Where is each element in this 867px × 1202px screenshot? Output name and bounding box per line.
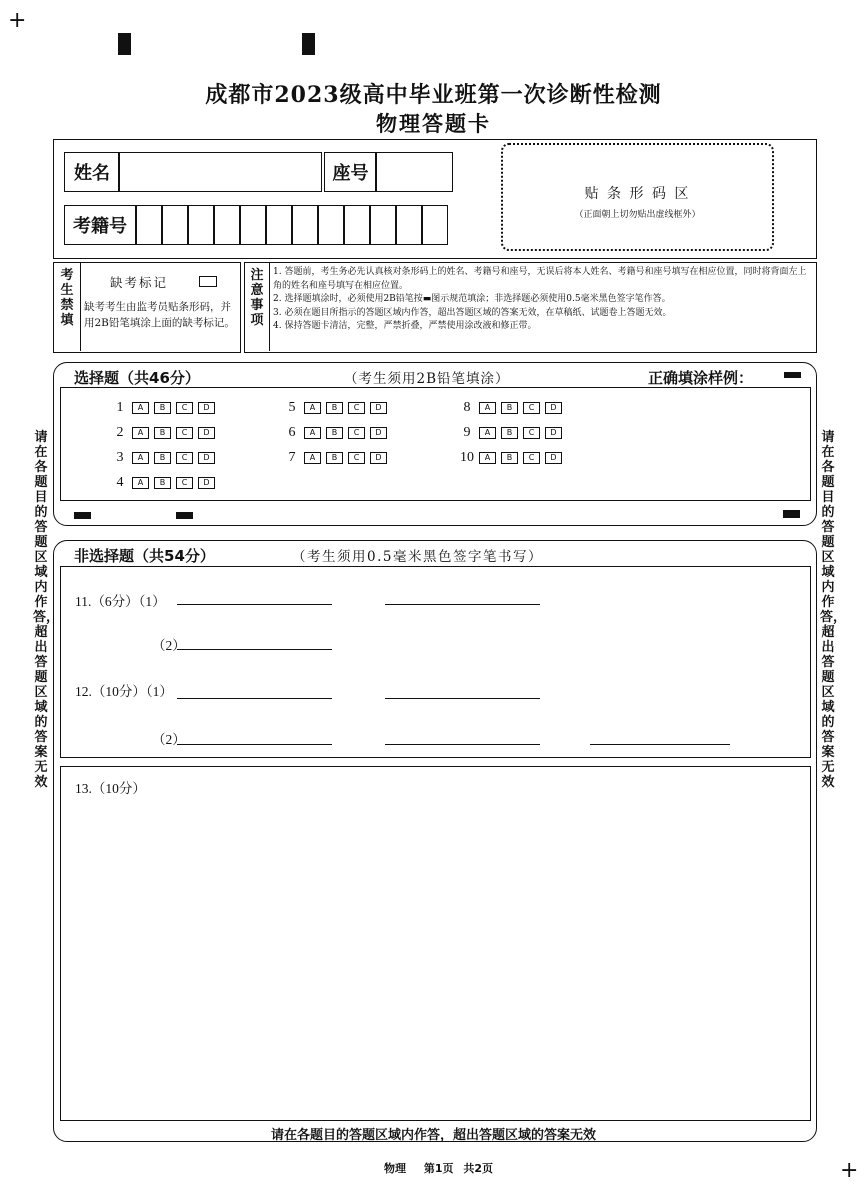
mcq-question-6	[280, 425, 392, 441]
barcode-note: （正面朝上切勿贴出虚线框外）	[574, 210, 701, 220]
mcq-option-a[interactable]: A	[132, 452, 149, 464]
mcq-option-d[interactable]: D	[545, 427, 562, 439]
side-warning-left: 请在各题目的答题区域内作答，超出答题区域的答案无效	[33, 430, 60, 790]
mcq-option-a[interactable]: A	[304, 402, 321, 414]
mcq-option-c[interactable]: C	[523, 402, 540, 414]
mcq-option-b[interactable]: B	[154, 402, 171, 414]
mcq-option-b[interactable]: B	[326, 402, 343, 414]
exam-no-cell[interactable]	[396, 205, 422, 245]
mcq-option-d[interactable]: D	[545, 402, 562, 414]
sample-filled-mark	[784, 372, 801, 378]
absent-section	[53, 262, 241, 353]
crop-mark-bottom-right: +	[840, 1158, 859, 1183]
mcq-option-c[interactable]: C	[176, 402, 193, 414]
mcq-option-a[interactable]: A	[479, 427, 496, 439]
mcq-number: 5	[288, 400, 296, 415]
exam-no-cell[interactable]	[292, 205, 318, 245]
mcq-option-b[interactable]: B	[154, 477, 171, 489]
timing-mark	[176, 512, 193, 519]
mcq-option-c[interactable]: C	[523, 452, 540, 464]
mcq-number: 2	[116, 425, 124, 440]
mcq-number: 3	[116, 450, 124, 465]
sample-label: 正确填涂样例：	[648, 369, 754, 387]
notice-side-label: 注意事项	[250, 268, 264, 328]
mcq-option-d[interactable]: D	[198, 427, 215, 439]
mcq-option-c[interactable]: C	[523, 427, 540, 439]
answer-line[interactable]	[590, 743, 730, 745]
choice-instruction: （考生须用2B铅笔填涂）	[344, 371, 510, 387]
mcq-option-c[interactable]: C	[176, 427, 193, 439]
exam-no-cell[interactable]	[136, 205, 162, 245]
absent-side-label: 考生禁填	[60, 268, 74, 328]
mcq-option-b[interactable]: B	[326, 452, 343, 464]
notice-section	[244, 262, 817, 353]
mcq-option-c[interactable]: C	[176, 477, 193, 489]
exam-no-cell[interactable]	[318, 205, 344, 245]
answer-line[interactable]	[177, 743, 332, 745]
answer-line[interactable]	[177, 648, 332, 650]
mcq-option-a[interactable]: A	[304, 452, 321, 464]
side-warning-right: 请在各题目的答题区域内作答，超出答题区域的答案无效	[820, 430, 847, 790]
seat-label: 座号	[324, 152, 377, 192]
notice-list	[273, 266, 813, 334]
answer-area-13[interactable]	[60, 766, 811, 1121]
mcq-option-d[interactable]: D	[370, 452, 387, 464]
barcode-area	[501, 143, 774, 251]
name-label: 姓名	[64, 152, 120, 192]
exam-no-cell[interactable]	[188, 205, 214, 245]
bottom-warning: 请在各题目的答题区域内作答，超出答题区域的答案无效	[270, 1128, 596, 1143]
mcq-number: 10	[460, 450, 474, 465]
mcq-option-a[interactable]: A	[479, 402, 496, 414]
mcq-option-b[interactable]: B	[501, 402, 518, 414]
choice-title: 选择题（共46分）	[74, 369, 200, 387]
notice-item: 1. 答题前，考生务必先认真核对条形码上的姓名、考籍号和座号，无误后将本人姓名、考籍号和座号填写在相应位置，同时将背面左上角的姓名和座号填写在相应位置。	[273, 267, 807, 291]
mcq-question-9	[455, 425, 567, 441]
page-subtitle: 物理答题卡	[376, 111, 491, 136]
exam-no-cell[interactable]	[422, 205, 448, 245]
mcq-option-a[interactable]: A	[304, 427, 321, 439]
answer-line[interactable]	[177, 697, 332, 699]
mcq-number: 4	[116, 475, 124, 490]
absent-side	[54, 263, 81, 351]
notice-item: 4. 保持答题卡清洁，完整，严禁折叠，严禁使用涂改液和修正带。	[273, 321, 537, 331]
mcq-option-d[interactable]: D	[198, 477, 215, 489]
absent-title: 缺考标记	[110, 275, 169, 290]
nonchoice-title: 非选择题（共54分）	[74, 547, 215, 565]
answer-line[interactable]	[177, 603, 332, 605]
footer-page: 第1页	[423, 1162, 454, 1175]
mcq-option-a[interactable]: A	[479, 452, 496, 464]
exam-no-cell[interactable]	[266, 205, 292, 245]
name-field[interactable]	[118, 152, 322, 192]
absent-text: 缺考考生由监考员贴条形码，并用2B铅笔填涂上面的缺考标记。	[84, 301, 235, 329]
answer-line[interactable]	[385, 697, 540, 699]
footer-subject: 物理	[384, 1162, 406, 1175]
timing-mark	[74, 512, 91, 519]
nonchoice-instruction: （考生须用0.5毫米黑色签字笔书写）	[292, 549, 543, 565]
mcq-question-4	[108, 475, 220, 491]
mcq-option-a[interactable]: A	[132, 427, 149, 439]
footer	[384, 1160, 493, 1176]
exam-no-cell[interactable]	[344, 205, 370, 245]
question-13-label: 13.（10分）	[75, 781, 146, 796]
mcq-option-d[interactable]: D	[545, 452, 562, 464]
notice-side	[245, 263, 270, 351]
mcq-option-b[interactable]: B	[501, 427, 518, 439]
question-12-part2-label: （2）	[152, 732, 186, 747]
barcode-title: 贴 条 形 码 区	[584, 186, 691, 202]
mcq-number: 6	[288, 425, 296, 440]
mcq-option-b[interactable]: B	[154, 427, 171, 439]
notice-item: 2. 选择题填涂时，必须使用2B铅笔按▬图示规范填涂；非选择题必须使用0.5毫米黑色签字笔作答。	[273, 294, 671, 304]
mcq-question-7	[280, 450, 392, 466]
crop-mark-top-left: +	[8, 8, 27, 33]
mcq-question-5	[280, 400, 392, 416]
mcq-number: 8	[463, 400, 471, 415]
timing-mark	[783, 510, 800, 518]
mcq-question-8	[455, 400, 567, 416]
exam-no-cell[interactable]	[370, 205, 396, 245]
exam-no-label: 考籍号	[64, 205, 136, 245]
question-11-label: 11.（6分）（1）	[75, 594, 166, 609]
mcq-option-d[interactable]: D	[370, 402, 387, 414]
mcq-option-c[interactable]: C	[176, 452, 193, 464]
choice-section	[53, 362, 817, 526]
footer-total: 共2页	[463, 1162, 493, 1175]
exam-no-cell[interactable]	[162, 205, 188, 245]
mcq-option-d[interactable]: D	[198, 402, 215, 414]
page-title: 成都市2023级高中毕业班第一次诊断性检测	[205, 82, 662, 108]
answer-line[interactable]	[385, 743, 540, 745]
absent-checkbox[interactable]	[199, 276, 217, 287]
mcq-option-b[interactable]: B	[501, 452, 518, 464]
mcq-question-10	[455, 450, 567, 466]
mcq-number: 1	[116, 400, 124, 415]
question-12-label: 12.（10分）（1）	[75, 684, 173, 699]
mcq-option-a[interactable]: A	[132, 402, 149, 414]
mcq-option-b[interactable]: B	[154, 452, 171, 464]
mcq-option-c[interactable]: C	[348, 452, 365, 464]
mcq-question-2	[108, 425, 220, 441]
notice-item: 3. 必须在题目所指示的答题区域内作答，超出答题区域的答案无效，在草稿纸、试题卷上答题无效。	[273, 307, 672, 318]
mcq-option-d[interactable]: D	[370, 427, 387, 439]
exam-no-cell[interactable]	[240, 205, 266, 245]
nonchoice-section	[53, 540, 817, 1142]
mcq-option-d[interactable]: D	[198, 452, 215, 464]
mcq-number: 9	[463, 425, 471, 440]
question-11-part2-label: （2）	[152, 638, 186, 653]
info-section	[53, 139, 817, 259]
timing-mark	[302, 33, 315, 55]
answer-line[interactable]	[385, 603, 540, 605]
mcq-option-c[interactable]: C	[348, 427, 365, 439]
mcq-question-1	[108, 400, 220, 416]
mcq-number: 7	[288, 450, 296, 465]
mcq-option-a[interactable]: A	[132, 477, 149, 489]
timing-mark	[118, 33, 131, 55]
mcq-option-c[interactable]: C	[348, 402, 365, 414]
seat-field[interactable]	[375, 152, 453, 192]
mcq-question-3	[108, 450, 220, 466]
mcq-option-b[interactable]: B	[326, 427, 343, 439]
exam-no-cell[interactable]	[214, 205, 240, 245]
